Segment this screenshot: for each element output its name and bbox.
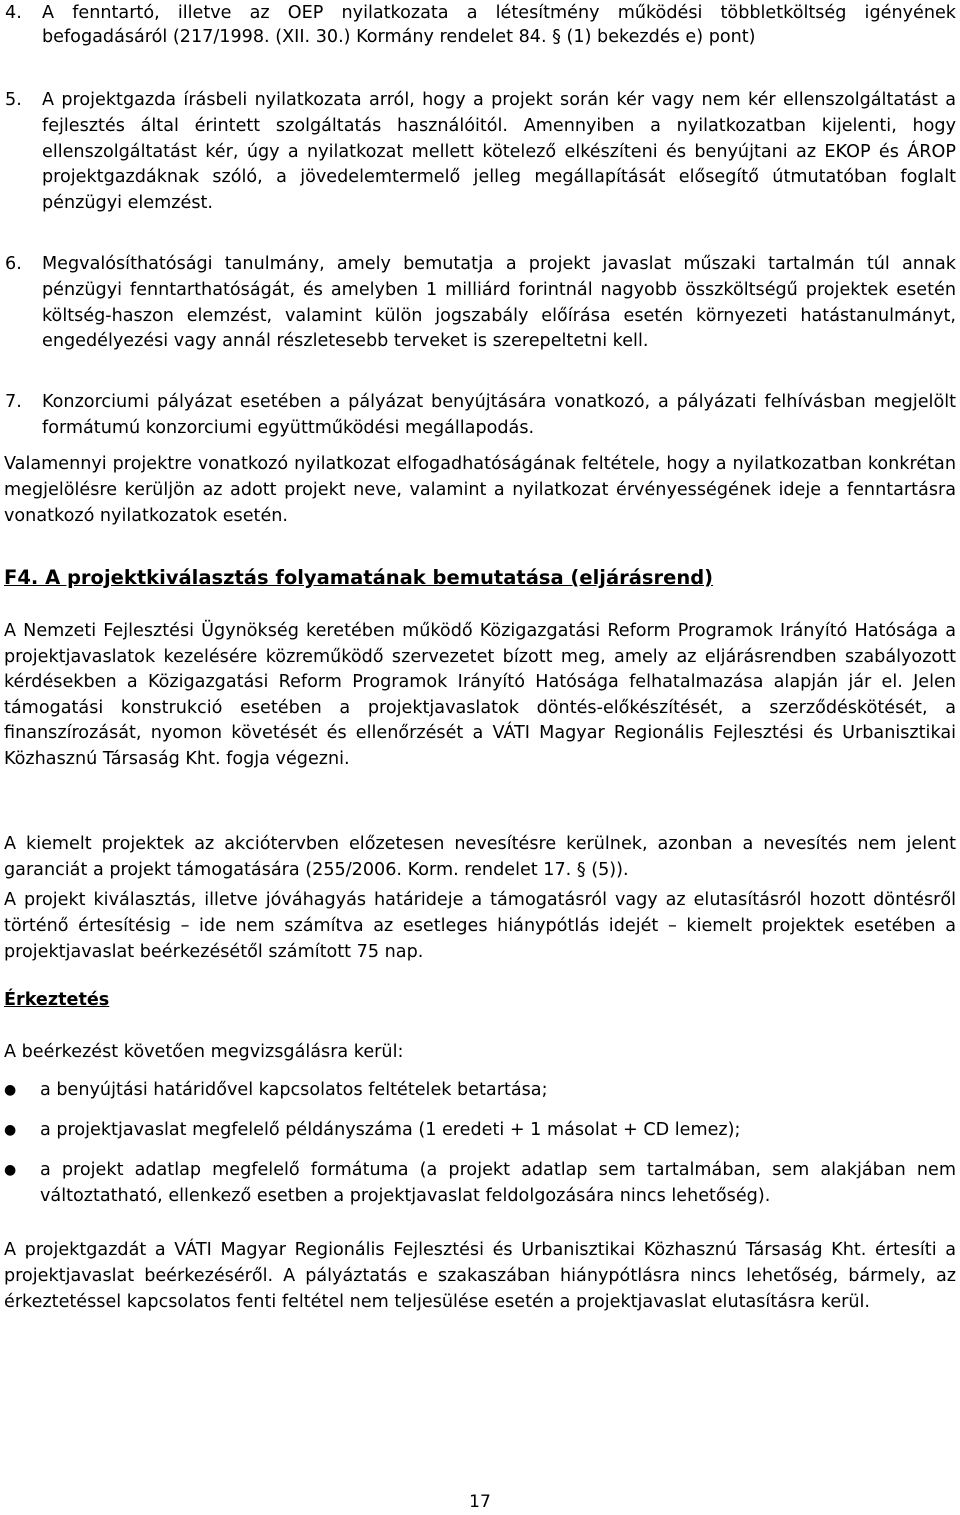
item-number: 4. — [5, 3, 22, 23]
numbered-item — [4, 2, 956, 49]
list-item — [4, 1118, 956, 1158]
paragraph-agency: A Nemzeti Fejlesztési Ügynökség keretében működő Közigazgatási Reform Programok Irányító Hatósága a projektjavaslatok kezelésére közreműködő szervezetet bízott meg, amely az eljárásrendben szabályozott kérdésekben a Közigazgatási Reform Programok Irányító Hatósága felhatalmazása alapján jár el. Jelen támogatási konstrukció esetében a projektjavaslatok döntés-előkészítését, a szerződéskötését, a finanszírozását, nyomon követését és ellenőrzését a VÁTI Magyar Regionális Fejlesztési és Urbanisztikai Közhasznú Társaság Kht. fogja végezni. — [4, 621, 956, 769]
check-list — [4, 1078, 956, 1210]
section-heading — [4, 566, 956, 589]
item-number: 6. — [5, 254, 22, 274]
bullet-icon: ● — [4, 1082, 17, 1098]
bullet-icon: ● — [4, 1122, 17, 1138]
list-item — [4, 1078, 956, 1118]
section-title: A projektkiválasztás folyamatának bemutatása (eljárásrend) — [45, 566, 714, 589]
item-text: A fenntartó, illetve az OEP nyilatkozata a létesítmény működési többletköltség igényének befogadásáról (217/1998. (XII. 30.) Kormány rendelet 84. § (1) bekezdés e) pont) — [42, 3, 956, 47]
item-text: Konzorciumi pályázat esetében a pályázat benyújtására vonatkozó, a pályázati felhívásban megjelölt formátumú konzorciumi együttműködési megállapodás. — [42, 392, 956, 438]
item-number: 5. — [5, 90, 22, 110]
list-item-text: a benyújtási határidővel kapcsolatos feltételek betartása; — [40, 1080, 548, 1100]
numbered-item — [4, 88, 956, 217]
list-item-text: a projektjavaslat megfelelő példányszáma (1 eredeti + 1 másolat + CD lemez); — [40, 1120, 741, 1140]
paragraph-notice: A projektgazdát a VÁTI Magyar Regionális Fejlesztési és Urbanisztikai Közhasznú Társaság Kht. értesíti a projektjavaslat beérkezéséről. A pályáztatás e szakaszában hiánypótlásra nincs lehetőség, bármely, az érkeztetéssel kapcsolatos fenti feltétel nem teljesülése esetén a projektjavaslat elutasításra kerül. — [4, 1240, 956, 1312]
bullet-icon: ● — [4, 1162, 17, 1178]
subheading-registration: Érkeztetés — [4, 990, 110, 1010]
numbered-item — [4, 390, 956, 442]
item-text: Megvalósíthatósági tanulmány, amely bemutatja a projekt javaslat műszaki tartalmán túl annak pénzügyi fenntarthatóságát, és amelyben 1 milliárd forintnál nagyobb összköltségű projektek esetén költség-haszon elemzést, valamint külön jogszabály előírása esetén környezeti hatástanulmányt, engedélyezési vagy annál részletesebb terveket is szerepeltetni kell. — [42, 254, 956, 352]
item-text: A projektgazda írásbeli nyilatkozata arról, hogy a projekt során kér vagy nem kér ellenszolgáltatást a fejlesztés által érintett szolgáltatás használóitól. Amennyiben a nyilatkozatban kijelenti, hogy ellenszolgáltatást kér, úgy a nyilatkozat mellett kötelező elkészíteni és benyújtani az EKOP és ÁROP projektgazdáknak szóló, a jövedelemtermelő jelleg megállapítását elősegítő útmutatóban foglalt pénzügyi elemzést. — [42, 90, 956, 214]
paragraph-validity: Valamennyi projektre vonatkozó nyilatkozat elfogadhatóságának feltétele, hogy a nyilatkozatban konkrétan megjelölésre kerüljön az adott projekt neve, valamint a nyilatkozat érvényességének ideje a fenntartásra vonatkozó nyilatkozatok esetén. — [4, 454, 956, 526]
numbered-item — [4, 252, 956, 355]
paragraph-highlighted-projects: A kiemelt projektek az akciótervben előzetesen nevesítésre kerülnek, azonban a nevesítés nem jelent garanciát a projekt támogatására (255/2006. Korm. rendelet 17. § (5)). — [4, 834, 956, 880]
page-number: 17 — [469, 1492, 491, 1512]
list-item — [4, 1158, 956, 1210]
section-code: F4. — [4, 566, 39, 589]
paragraph-intro: A beérkezést követően megvizsgálásra kerül: — [4, 1042, 404, 1062]
paragraph-deadline: A projekt kiválasztás, illetve jóváhagyás határideje a támogatásról vagy az elutasításról hozott döntésről történő értesítésig – ide nem számítva az esetleges hiánypótlás idejét – kiemelt projektek esetében a projektjavaslat beérkezésétől számított 75 nap. — [4, 890, 956, 962]
item-number: 7. — [5, 392, 22, 412]
list-item-text: a projekt adatlap megfelelő formátuma (a projekt adatlap sem tartalmában, sem alakjában nem változtatható, ellenkező esetben a projektjavaslat feldolgozására nincs lehetőség). — [40, 1160, 956, 1206]
